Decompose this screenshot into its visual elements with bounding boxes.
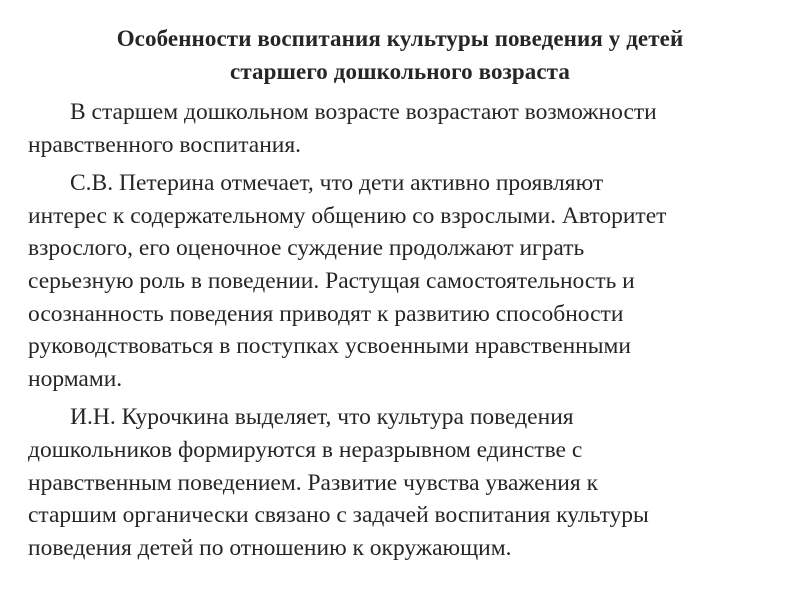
text-line: С.В. Петерина отмечает, что дети активно проявляют: [70, 170, 604, 197]
paragraph-2: [28, 167, 772, 395]
text-line: нормами.: [28, 365, 123, 392]
title-line: старшего дошкольного возраста: [230, 59, 570, 84]
text-line: интерес к содержательному общению со взрослыми. Авторитет: [28, 202, 667, 229]
text-line: И.Н. Курочкина выделяет, что культура поведения: [70, 404, 574, 431]
slide-body: [28, 96, 772, 564]
text-line: В старшем дошкольном возрасте возрастают возможности: [70, 99, 657, 125]
text-line: нравственным поведением. Развитие чувства уважения к: [28, 469, 598, 496]
text-line: осознанность поведения приводят к развитию способности: [28, 300, 624, 327]
text-line: дошкольников формируются в неразрывном единстве с: [28, 436, 583, 463]
paragraph-3: [28, 401, 772, 564]
title-line: Особенности воспитания культуры поведения у детей: [116, 26, 684, 51]
paragraph-1: [28, 96, 772, 161]
text-line: нравственного воспитания.: [28, 131, 302, 158]
text-line: старшим органически связано с задачей воспитания культуры: [28, 502, 649, 529]
slide-title: [28, 22, 772, 88]
text-line: руководствоваться в поступках усвоенными нравственными: [28, 333, 631, 360]
text-line: серьезную роль в поведении. Растущая самостоятельность и: [28, 267, 635, 294]
text-line: поведения детей по отношению к окружающим.: [28, 534, 512, 561]
text-line: взрослого, его оценочное суждение продолжают играть: [28, 235, 585, 262]
